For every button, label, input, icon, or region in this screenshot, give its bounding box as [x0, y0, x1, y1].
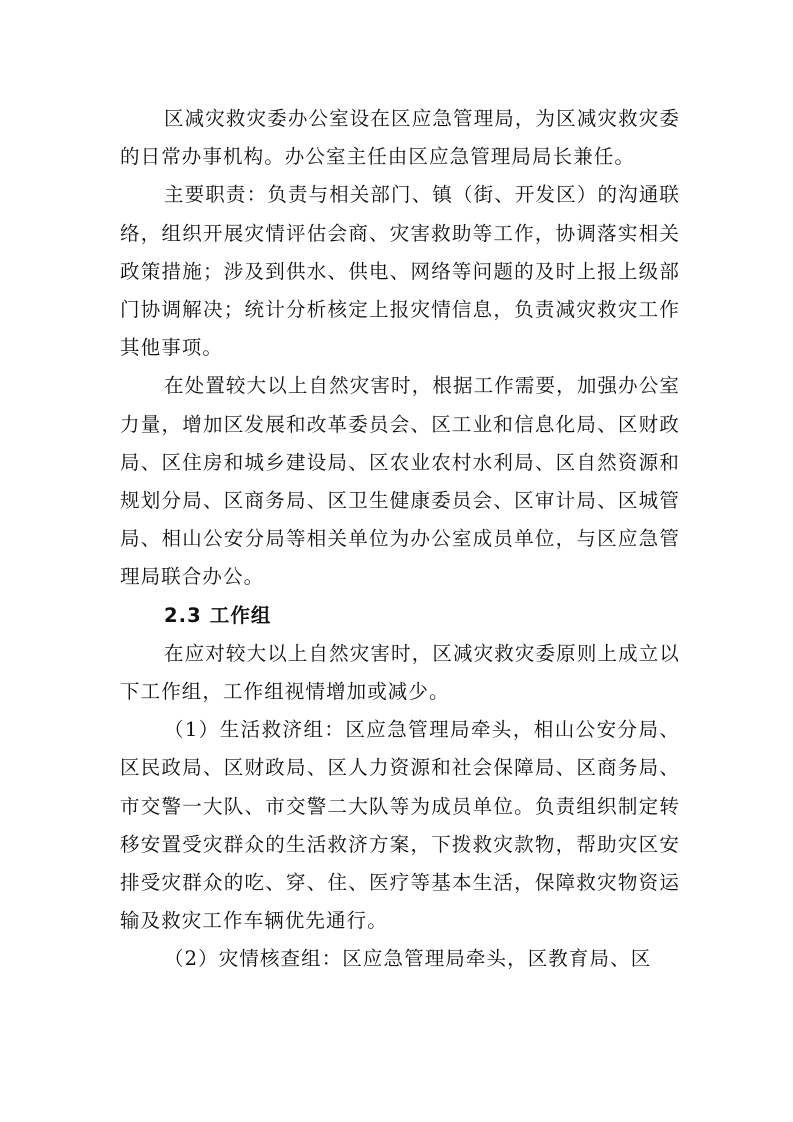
paragraph-main-duties: 主要职责：负责与相关部门、镇（街、开发区）的沟通联络，组织开展灾情评估会商、灾害救助等工作，协调落实相关政策措施；涉及到供水、供电、网络等问题的及时上报上级部门协调解决；统计分析核定上报灾情信息，负责减灾救灾工作其他事项。	[120, 183, 680, 360]
paragraph-disaster-verification-group: （2）灾情核查组：区应急管理局牵头，区教育局、区	[164, 947, 652, 971]
document-body	[120, 100, 680, 979]
paragraph-office-setup: 区减灾救灾委办公室设在区应急管理局，为区减灾救灾委的日常办事机构。办公室主任由区应急管理局局长兼任。	[120, 107, 680, 169]
paragraph-living-relief-group: （1）生活救济组：区应急管理局牵头，相山公安分局、区民政局、区财政局、区人力资源和社会保障局、区商务局、市交警一大队、市交警二大队等为成员单位。负责组织制定转移安置受灾群众的生活救济方案，下拨救灾款物，帮助灾区安排受灾群众的吃、穿、住、医疗等基本生活，保障救灾物资运输及救灾工作车辆优先通行。	[120, 718, 680, 933]
paragraph-working-groups-intro: 在应对较大以上自然灾害时，区减灾救灾委原则上成立以下工作组，工作组视情增加或减少。	[120, 641, 680, 704]
paragraph-major-disaster-handling: 在处置较大以上自然灾害时，根据工作需要，加强办公室力量，增加区发展和改革委员会、区工业和信息化局、区财政局、区住房和城乡建设局、区农业农村水利局、区自然资源和规划分局、区商务局、区卫生健康委员会、区审计局、区城管局、相山公安分局等相关单位为办公室成员单位，与区应急管理局联合办公。	[120, 374, 680, 589]
section-heading-working-groups: 2.3 工作组	[164, 603, 272, 627]
